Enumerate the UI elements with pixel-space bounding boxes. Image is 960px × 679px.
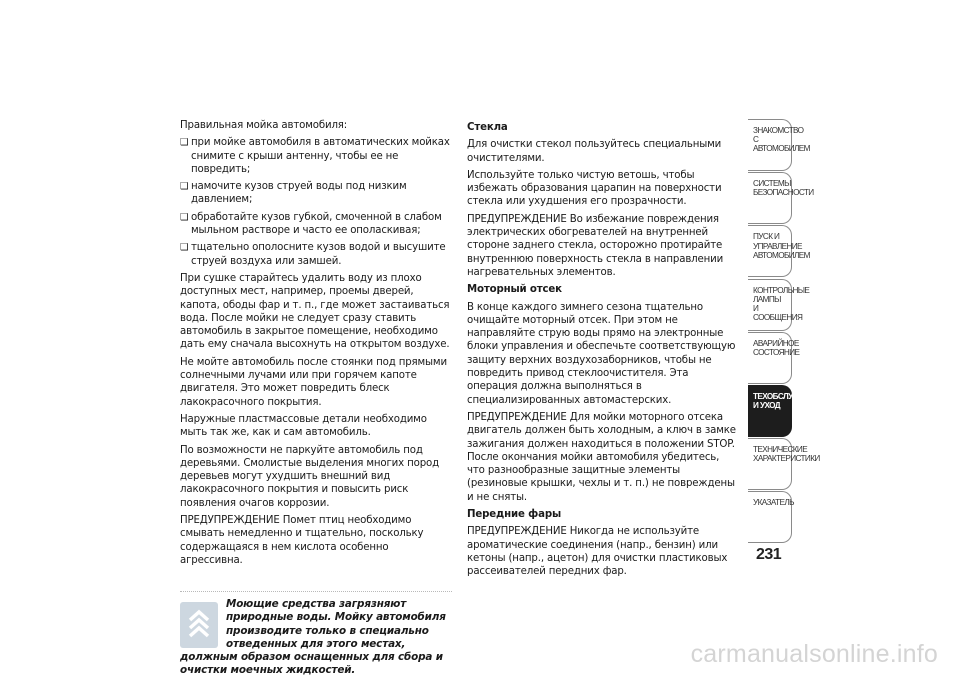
environment-note bbox=[180, 598, 452, 677]
chapter-tabs bbox=[748, 119, 831, 545]
paragraph: ПРЕДУПРЕЖДЕНИЕ Для мойки моторного отсека двигатель должен быть холодным, а ключ в замке зажигания должен находиться в положении STOP. После окончания мойки автомобиля убедитесь, что разнообразные защитные элементы (резиновые крышки, чехлы и т. п.) не повреждены и не сняты. bbox=[467, 411, 736, 503]
paragraph: ПРЕДУПРЕЖДЕНИЕ Помет птиц необходимо смывать немедленно и тщательно, поскольку содержащаяся в нем кислота особенно агрессивна. bbox=[180, 515, 424, 566]
paragraph: Наружные пластмассовые детали необходимо мыть так же, как и сам автомобиль. bbox=[180, 413, 427, 439]
tab-getting-to-know[interactable]: ЗНАКОМСТВО С АВТОМОБИЛЕМ bbox=[748, 119, 792, 171]
tab-safety[interactable]: СИСТЕМЫ БЕЗОПАСНОСТИ bbox=[748, 172, 792, 224]
paragraph: Не мойте автомобиль после стоянки под прямыми солнечными лучами или при горячем капоте двигателя. Это может повредить блеск лакокрасочного покрытия. bbox=[180, 356, 447, 408]
paragraph: По возможности не паркуйте автомобиль под деревьями. Смолистые выделения многих пород деревьев могут ухудшить внешний вид лакокрасочного покрытия и повысить риск появления очагов коррозии. bbox=[180, 444, 440, 509]
tab-emergency[interactable]: АВАРИЙНОЕ СОСТОЯНИЕ bbox=[748, 332, 792, 384]
paragraph: При сушке старайтесь удалить воду из плохо доступных мест, например, проемы дверей, капота, ободы фар и т. п., где может застаиваться вода. После мойки не следует сразу ставить автомобиль в закрытое помещение, необходимо дать ему сначала высохнуть на открытом воздухе. bbox=[180, 272, 450, 351]
section-heading-engine: Моторный отсек bbox=[467, 284, 562, 296]
recycle-chevron-icon bbox=[180, 602, 218, 648]
left-column bbox=[180, 119, 452, 677]
tab-maintenance[interactable]: ТЕХОБСЛУЖИВАНИЕ И УХОД bbox=[748, 385, 792, 437]
list-item: ❑ при мойке автомобиля в автоматических мойках снимите с крыши антенну, чтобы ее не повредить; bbox=[180, 136, 452, 176]
list-item: ❑ тщательно ополосните кузов водой и высушите струей воздуха или замшей. bbox=[180, 241, 452, 268]
paragraph: ПРЕДУПРЕЖДЕНИЕ Никогда не используйте ароматические соединения (напр., бензин) или кетоны (напр., ацетон) для очистки пластиковых рассеивателей передних фар. bbox=[467, 526, 728, 578]
list-item: ❑ намочите кузов струей воды под низким давлением; bbox=[180, 180, 452, 207]
tab-starting-driving[interactable]: ПУСК И УПРАВЛЕНИЕ АВТОМОБИЛЕМ bbox=[748, 225, 792, 277]
intro-text: Правильная мойка автомобиля: bbox=[180, 120, 348, 131]
section-heading-headlights: Передние фары bbox=[467, 509, 562, 521]
right-column bbox=[467, 119, 739, 583]
paragraph: Используйте только чистую ветошь, чтобы избежать образования царапин на поверхности стекла или ухудшения его прозрачности. bbox=[467, 169, 722, 208]
note-text: Моющие средства загрязняют природные воды. Мойку автомобиля производите только в специально отведенных для этого местах, должным образом оснащенных для сбора и очистки моечных жидкостей. bbox=[180, 598, 446, 677]
tab-index[interactable]: УКАЗАТЕЛЬ bbox=[748, 491, 792, 543]
paragraph: ПРЕДУПРЕЖДЕНИЕ Во избежание повреждения электрических обогревателей на внутренней стороне заднего стекла, осторожно протирайте внутреннюю поверхность стекла в направлении нагревательных элементов. bbox=[467, 213, 724, 278]
divider bbox=[180, 591, 452, 592]
tab-technical-specs[interactable]: ТЕХНИЧЕСКИЕ ХАРАКТЕРИСТИКИ bbox=[748, 438, 792, 490]
watermark: carmanualsonline.info bbox=[690, 640, 938, 668]
paragraph: Для очистки стекол пользуйтесь специальными очистителями. bbox=[467, 139, 722, 164]
page-number: 231 bbox=[756, 546, 782, 563]
tab-warning-lights[interactable]: КОНТРОЛЬНЫЕ ЛАМПЫ И СООБЩЕНИЯ bbox=[748, 279, 792, 331]
list-item: ❑ обработайте кузов губкой, смоченной в слабом мыльном растворе и часто ее ополаскивая; bbox=[180, 211, 452, 238]
section-heading-glass: Стекла bbox=[467, 122, 508, 133]
paragraph: В конце каждого зимнего сезона тщательно очищайте моторный отсек. При этом не направляйте струю воды прямо на электронные блоки управления и обеспечьте соответствующую защиту верхних воздухозаборников, чтобы не повредить привод стеклоочистителя. Эта операция должна выполняться в специализированных автомастерских. bbox=[467, 301, 736, 406]
